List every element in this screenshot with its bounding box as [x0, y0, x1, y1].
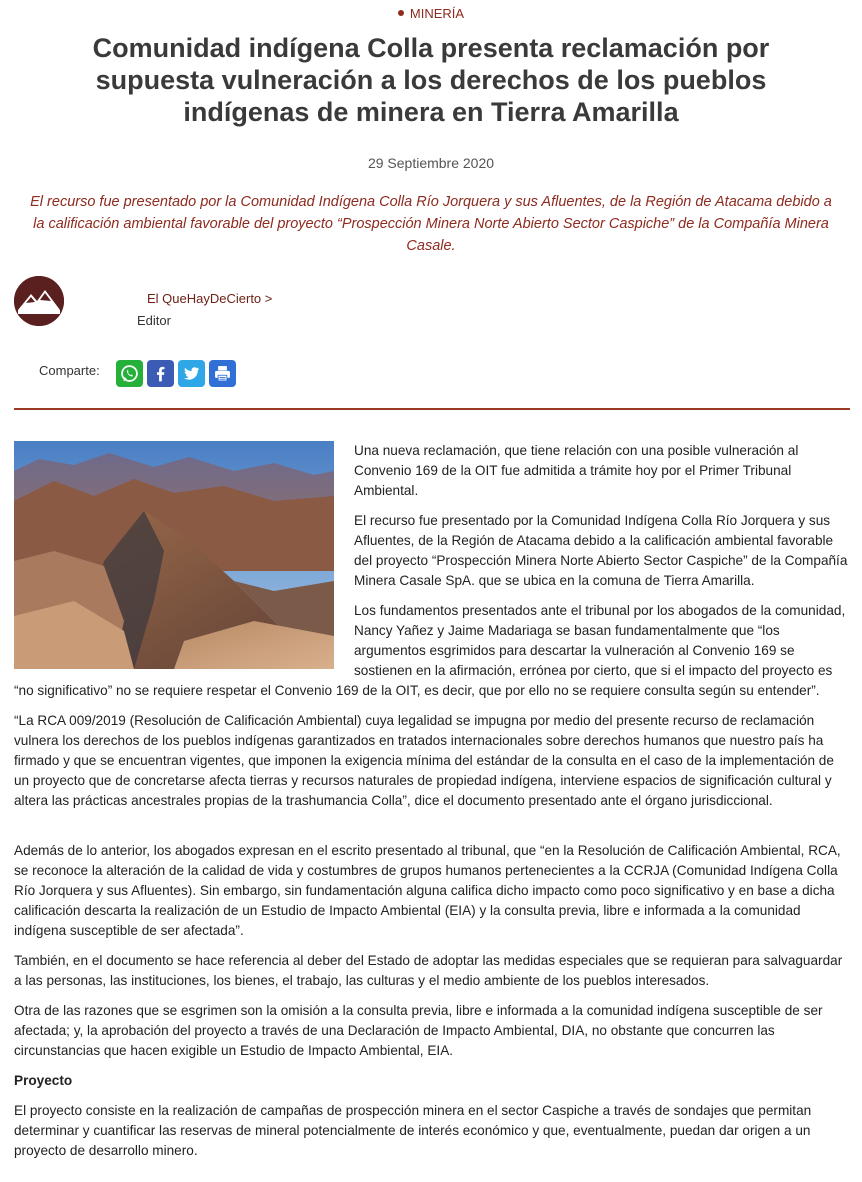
mountain-landscape-image: [14, 441, 334, 669]
share-whatsapp-button[interactable]: [116, 360, 143, 387]
article-image: [14, 441, 334, 669]
body-paragraph-1: Una nueva reclamación, que tiene relación con una posible vulneración al Convenio 169 de la OIT fue admitida a trámite hoy por el Primer Tribunal Ambiental.: [354, 443, 799, 498]
share-facebook-button[interactable]: [147, 360, 174, 387]
body-paragraph-3b: “no significativo” no se requiere respetar el Convenio 169 de la OIT, es decir, que por ello no se requiere consulta según su entender”.: [14, 683, 820, 698]
share-print-button[interactable]: [209, 360, 236, 387]
mountain-logo-icon: [14, 276, 64, 326]
facebook-icon: [150, 363, 171, 384]
category-dot: [398, 10, 404, 16]
section-heading-proyecto: Proyecto: [14, 1073, 73, 1088]
author-name-link[interactable]: El QueHayDeCierto >: [147, 291, 273, 306]
category-label[interactable]: [0, 6, 862, 21]
body-paragraph-6: También, en el documento se hace referencia al deber del Estado de adoptar las medidas especiales que se requieran para salvaguardar a las personas, las instituciones, los bienes, el trabajo, las culturas y el medio ambiente de los pueblos interesados.: [14, 953, 843, 988]
article-lead: El recurso fue presentado por la Comunidad Indígena Colla Río Jorquera y sus Afluentes, de la Región de Atacama debido a la calificación ambiental favorable del proyecto “Prospección Minera Norte Abierto Sector Caspiche” de la Compañía Minera Casale.: [30, 194, 832, 254]
author-role: Editor: [137, 313, 171, 328]
print-icon: [212, 363, 233, 384]
body-paragraph-3a: Los fundamentos presentados ante el tribunal por los abogados de la comunidad, Nancy Yañez y Jaime Madariaga se basan fundamentalmente que “los argumentos esgrimidos para descartar la vulneración al Convenio 169 se sostienen en la afirmación, errónea por cierto, que si el impacto del proyecto es: [354, 603, 846, 678]
header-divider: [14, 408, 850, 410]
article-title: Comunidad indígena Colla presenta reclamación por supuesta vulneración a los derechos de los pueblos indígenas de minera en Tierra Amarilla: [92, 33, 770, 127]
body-paragraph-4: “La RCA 009/2019 (Resolución de Calificación Ambiental) cuya legalidad se impugna por medio del presente recurso de reclamación vulnera los derechos de los pueblos indígenas garantizados en tratados internacionales sobre derechos humanos que nuestro país ha firmado y que se encuentran vigentes, que imponen la exigencia mínima del estándar de la consulta en el caso de la implementación de un proyecto que de concretarse afecta tierras y recursos naturales de propiedad indígena, interviene espacios de significación cultural y altera las prácticas ancestrales propias de la trashumancia Colla”, dice el documento presentado ante el órgano jurisdiccional.: [14, 713, 834, 808]
body-paragraph-5: Además de lo anterior, los abogados expresan en el escrito presentado al tribunal, que “en la Resolución de Calificación Ambiental, RCA, se reconoce la alteración de la calidad de vida y costumbres de grupos humanos pertenecientes a la CCRJA (Comunidad Indígena Colla Río Jorquera y sus Afluentes). Sin embargo, sin fundamentación alguna califica dicho impacto como poco significativo y en base a dicha calificación descarta la realización de un Estudio de Impacto Ambiental (EIA) y la consulta previa, libre e informada a la comunidad indígena susceptible de ser afectada”.: [14, 843, 841, 938]
share-label: Comparte:: [39, 363, 100, 378]
article-date: 29 Septiembre 2020: [367, 155, 495, 171]
whatsapp-icon: [119, 363, 140, 384]
category-text: MINERÍA: [409, 6, 465, 21]
body-paragraph-7: Otra de las razones que se esgrimen son la omisión a la consulta previa, libre e informada a la comunidad indígena susceptible de ser afectada; y, la aprobación del proyecto a través de una Declaración de Impacto Ambiental, DIA, no obstante que concurren las circunstancias que hacen exigible un Estudio de Impacto Ambiental, EIA.: [14, 1003, 823, 1058]
twitter-icon: [181, 363, 202, 384]
body-paragraph-8: El proyecto consiste en la realización de campañas de prospección minera en el sector Caspiche a través de sondajes que permitan determinar y cuantificar las reservas de mineral potencialmente de interés económico y que, eventualmente, puedan dar origen a un proyecto de desarrollo minero.: [14, 1103, 812, 1158]
author-avatar[interactable]: [14, 276, 64, 326]
body-paragraph-2: El recurso fue presentado por la Comunidad Indígena Colla Río Jorquera y sus Afluentes, de la Región de Atacama debido a la calificación ambiental favorable del proyecto “Prospección Minera Norte Abierto Sector Caspiche” de la Compañía Minera Casale SpA. que se ubica en la comuna de Tierra Amarilla.: [354, 513, 848, 588]
share-twitter-button[interactable]: [178, 360, 205, 387]
